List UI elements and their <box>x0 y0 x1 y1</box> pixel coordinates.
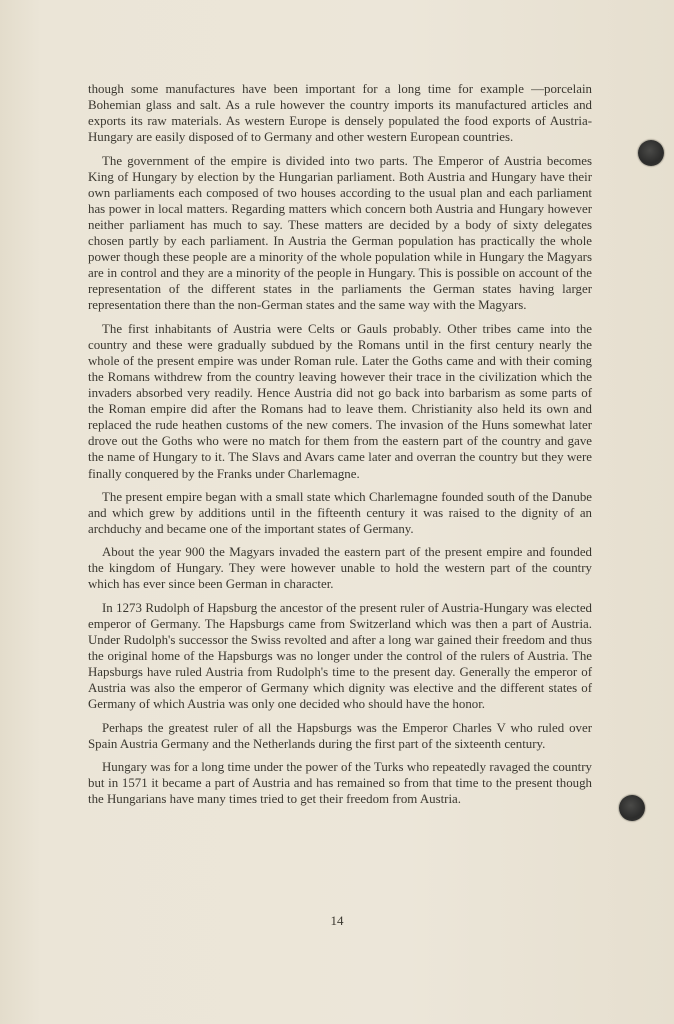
paragraph: Hungary was for a long time under the power of the Turks who repeatedly ravaged the country but in 1571 it became a part of Austria and has remained so from that time to the present though the Hungarians have many times tried to get their freedom from Austria. <box>88 759 592 807</box>
paragraph: The present empire began with a small state which Charlemagne founded south of the Danube and which grew by additions until in the fifteenth century it was raised to the dignity of an archduchy and became one of the important states of Germany. <box>88 489 592 536</box>
paragraph: The first inhabitants of Austria were Celts or Gauls probably. Other tribes came into the country and these were gradually subdued by the Romans until in the first century nearly the whole of the present empire was under Roman rule. Later the Goths came and with their coming the Romans withdrew from the country leaving however their trace in the civilization which the invaders absorbed very readily. Hence Austria did not go back into barbarism as some parts of the Roman empire did after the Romans had to leave them. Christianity also held its own and replaced the rude heathen customs of the new comers. The invasion of the Huns somewhat later drove out the Goths who were no match for them from the eastern part of the country and gave the name of Hungary to it. The Slavs and Avars came later and overran the country but they were finally conquered by the Franks under Charlemagne. <box>88 321 592 481</box>
paragraph: though some manufactures have been important for a long time for example —porcelain Bohemian glass and salt. As a rule however the country imports its manufactured articles and exports its raw materials. As western Europe is densely populated the food exports of Austria-Hungary are easily disposed of to Germany and other western European countries. <box>88 82 592 145</box>
body-text <box>88 81 592 814</box>
punch-hole <box>619 795 645 821</box>
paragraph: In 1273 Rudolph of Hapsburg the ancestor of the present ruler of Austria-Hungary was elected emperor of Germany. The Hapsburgs came from Switzerland which was then a part of Austria. Under Rudolph's successor the Swiss revolted and after a long war gained their freedom and thus the original home of the Hapsburgs was no longer under the control of the rulers of Austria. The Hapsburgs have ruled Austria from Rudolph's time to the present day. Generally the emperor of Austria was also the emperor of Germany which dignity was elective and the different states of Germany of which Austria was only one decided who should have the honor. <box>88 600 592 712</box>
paragraph: About the year 900 the Magyars invaded the eastern part of the present empire and founded the kingdom of Hungary. They were however unable to hold the western part of the country which has ever since been German in character. <box>88 545 592 592</box>
paragraph: The government of the empire is divided into two parts. The Emperor of Austria becomes King of Hungary by election by the Hungarian parliament. Both Austria and Hungary have their own parliaments each composed of two houses according to the usual plan and each parliament has power in local matters. Regarding matters which concern both Austria and Hungary however neither parliament has much to say. These matters are decided by a body of sixty delegates chosen partly by each parliament. In Austria the German population has practically the whole power though these people are a minority of the whole population while in Hungary the Magyars are in control and they are a minority of the people in Hungary. This is possible on account of the representation of the different states in the parliaments the German states having larger representation there than the non-German states and the same way with the Magyars. <box>88 153 592 313</box>
page-number: 14 <box>330 913 344 928</box>
punch-hole <box>638 140 664 166</box>
paragraph: Perhaps the greatest ruler of all the Hapsburgs was the Emperor Charles V who ruled over Spain Austria Germany and the Netherlands during the first part of the sixteenth century. <box>88 720 592 751</box>
